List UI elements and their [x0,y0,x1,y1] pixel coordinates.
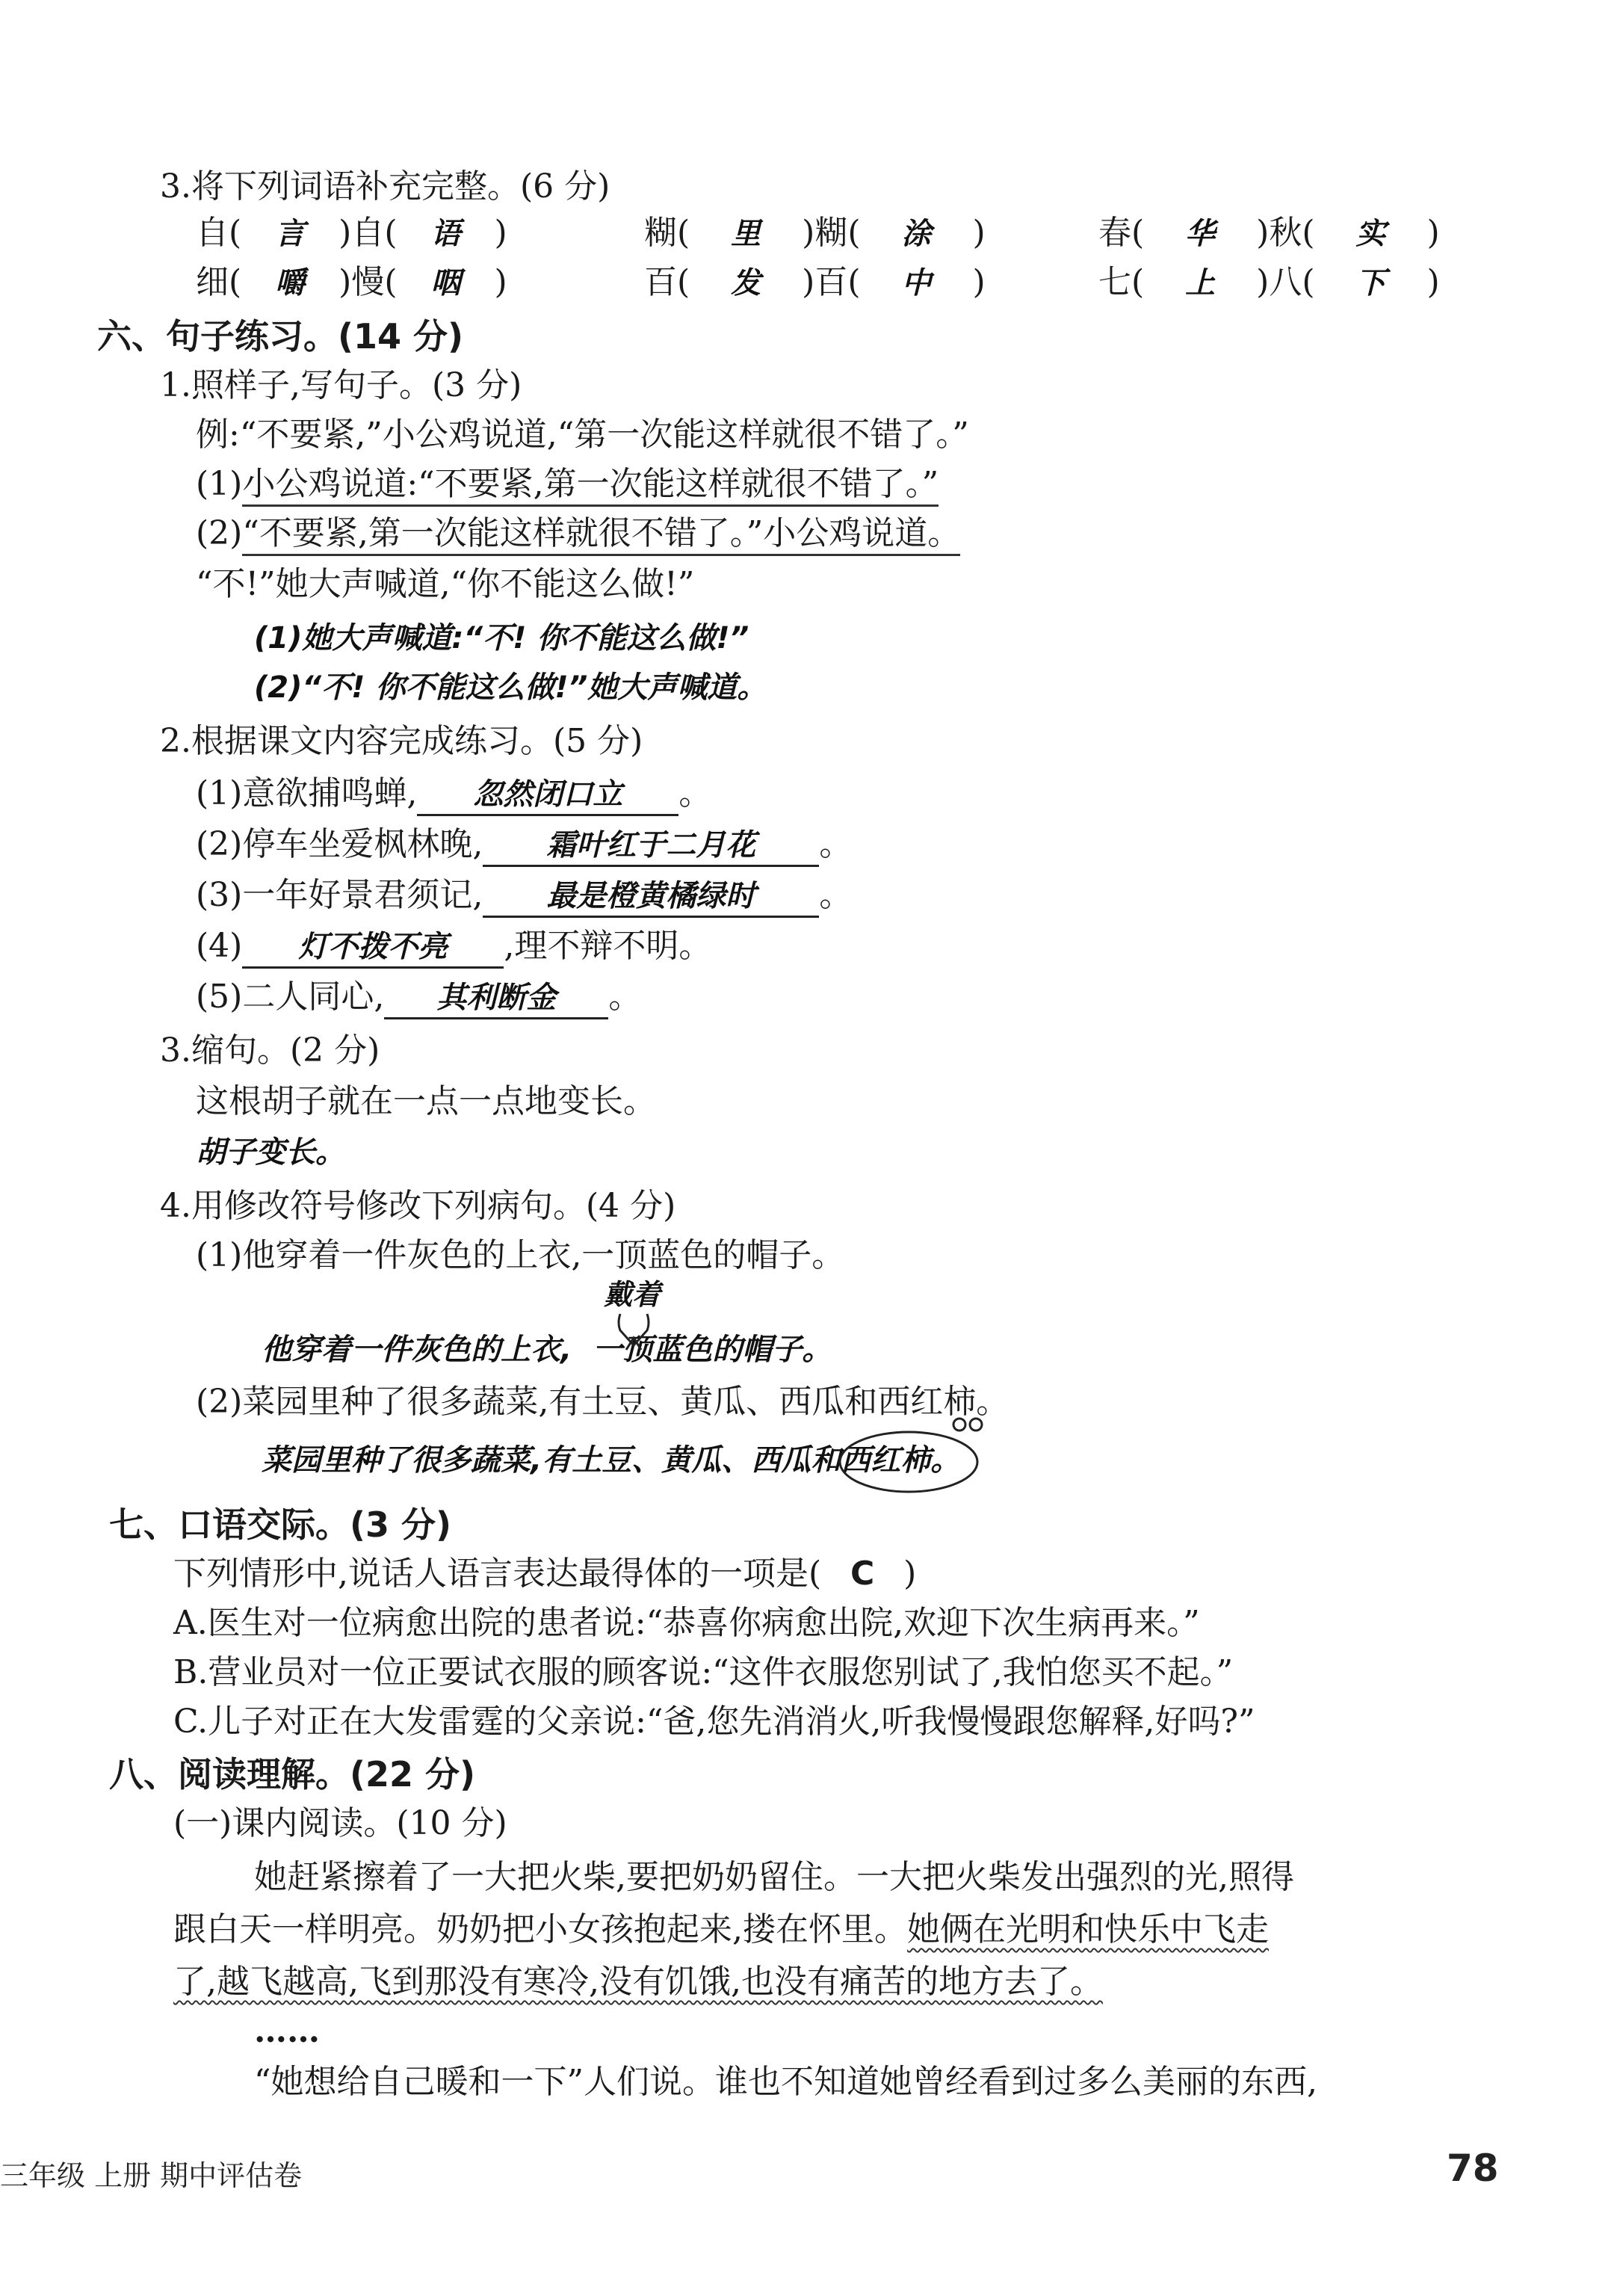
s7-option-c: C.儿子对正在大发雷霆的父亲说:“爸,您先消消火,听我慢慢跟您解释,好吗?” [173,1703,1255,1741]
answer-blank: 灯不拨不亮 [242,928,504,969]
q6-3-sentence: 这根胡子就在一点一点地变长。 [196,1082,656,1120]
idiom-item: 自( 言 )自( 语 ) [196,214,507,252]
q6-2-item: (4) 灯不拨不亮 ,理不辩不明。 [196,924,711,969]
q6-4-answer-2: 菜园里种了很多蔬菜,有土豆、黄瓜、西瓜和西红柿。 [262,1443,961,1478]
q6-2-title: 2.根据课文内容完成练习。(5 分) [160,722,643,760]
q6-1-example-1: (1)小公鸡说道:“不要紧,第一次能这样就很不错了。” [196,462,939,507]
idiom-item: 糊( 里 )糊( 涂 ) [644,214,986,252]
answer-blank: 最是橙黄橘绿时 [483,877,819,918]
idiom-item: 细( 嚼 )慢( 咽 ) [196,263,507,301]
q6-3-title: 3.缩句。(2 分) [160,1031,380,1070]
answer-blank: 其利断金 [384,978,608,1019]
passage-line: 她赶紧擦着了一大把火柴,要把奶奶留住。一大把火柴发出强烈的光,照得 [254,1858,1294,1896]
q6-1-title: 1.照样子,写句子。(3 分) [160,366,522,404]
footer-text: 三年级 上册 期中评估卷 [0,2159,303,2192]
wavy-underline: 她俩在光明和快乐中飞走 [906,1910,1269,1948]
passage-line [173,1960,1103,2005]
q6-1-example: 例:“不要紧,”小公鸡说道,“第一次能这样就很不错了。” [196,416,969,454]
q5-3-title: 3.将下列词语补充完整。(6 分) [160,167,610,206]
s7-answer: C [850,1555,875,1593]
q6-2-item: (3)一年好景君须记, 最是橙黄橘绿时 。 [196,873,852,918]
section-7-title: 七、口语交际。(3 分) [109,1505,452,1545]
q6-2-item: (5)二人同心, 其利断金 。 [196,975,641,1019]
answer-blank: 忽然闭口立 [417,775,678,816]
q6-4-sentence-1: (1)他穿着一件灰色的上衣,一顶蓝色的帽子。 [196,1236,845,1274]
wavy-underline: 了,越飞越高,飞到那没有寒冷,没有饥饿,也没有痛苦的地方去了。 [173,1963,1103,2001]
section-6-title: 六、句子练习。(14 分) [97,316,464,357]
q6-1-answer-1: (1)她大声喊道:“不! 你不能这么做!” [254,621,749,655]
s7-option-a: A.医生对一位病愈出院的患者说:“恭喜你病愈出院,欢迎下次生病再来。” [173,1604,1200,1642]
q6-1-example-2: (2)“不要紧,第一次能这样就很不错了。”小公鸡说道。 [196,511,960,556]
s7-question: 下列情形中,说话人语言表达最得体的一项是( C ) [173,1552,916,1596]
q6-3-answer: 胡子变长。 [196,1135,345,1170]
q6-4-title: 4.用修改符号修改下列病句。(4 分) [160,1187,676,1225]
circled-deletion: 、西瓜 [721,1443,811,1478]
idiom-item: 春( 华 )秋( 实 ) [1098,214,1440,252]
q6-1-prompt: “不!”她大声喊道,“你不能这么做!” [196,565,695,603]
ellipsis: …… [254,2012,320,2050]
passage-line: “她想给自己暖和一下”人们说。谁也不知道她曾经看到过多么美丽的东西, [254,2063,1317,2101]
s7-option-b: B.营业员对一位正要试衣服的顾客说:“这件衣服您别试了,我怕您买不起。” [173,1653,1234,1691]
section-8-title: 八、阅读理解。(22 分) [109,1754,476,1794]
q6-4-answer-1: 他穿着一件灰色的上衣, 一顶蓝色的帽子。 [262,1333,832,1367]
passage-line: 跟白天一样明亮。奶奶把小女孩抱起来,搂在怀里。她俩在光明和快乐中飞走 [173,1910,1269,1948]
page-number: 78 [1447,2147,1499,2190]
q6-2-item: (2)停车坐爱枫林晚, 霜叶红于二月花 。 [196,822,852,867]
q6-2-item: (1)意欲捕鸣蝉, 忽然闭口立 。 [196,771,711,816]
s8-subtitle: (一)课内阅读。(10 分) [173,1804,507,1842]
insert-word: 戴着 [604,1278,661,1311]
idiom-item: 百( 发 )百( 中 ) [644,263,986,301]
idiom-item: 七( 上 )八( 下 ) [1098,263,1440,301]
q6-1-answer-2: (2)“不! 你不能这么做!”她大声喊道。 [254,670,767,705]
q6-4-sentence-2: (2)菜园里种了很多蔬菜,有土豆、黄瓜、西瓜和西红柿。 [196,1383,1010,1421]
answer-blank: 霜叶红于二月花 [483,826,819,867]
